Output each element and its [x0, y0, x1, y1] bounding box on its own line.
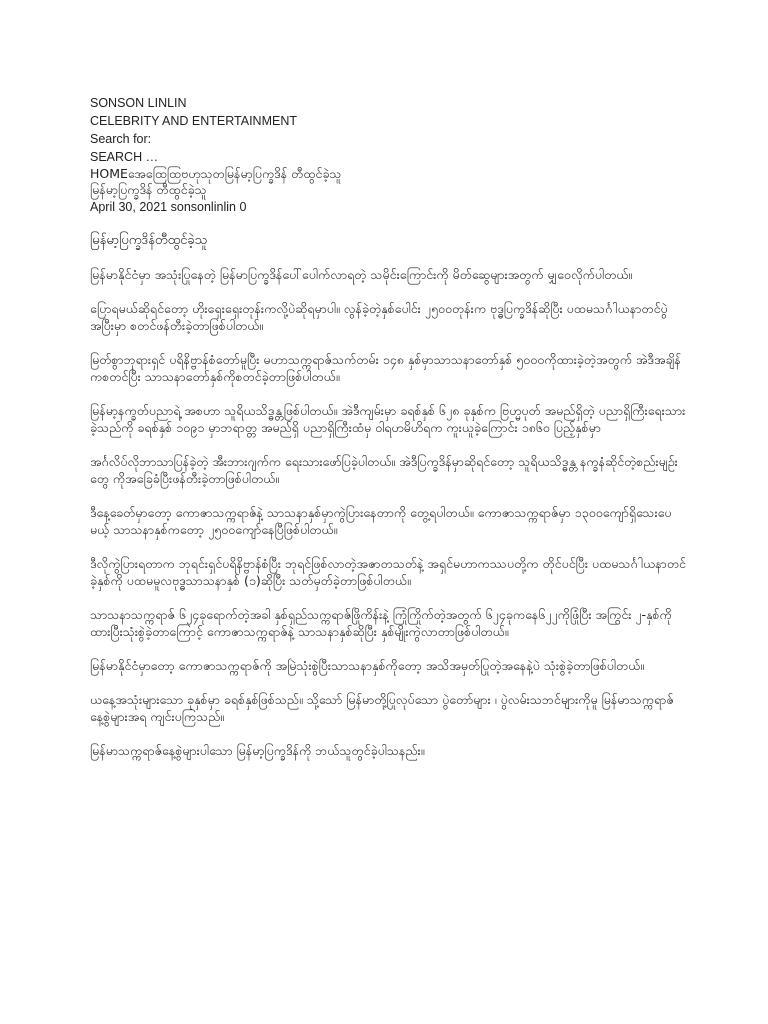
paragraph: မြန်မာနိုင်ငံမှာတော့ ကောဇာသက္ကရာဇ်ကို အမြဲသုံးစွဲပြီးသာသနာနှစ်ကိုတော့ အသိအမှတ်ပြုတဲ့အနေနဲ့ပဲ သုံးစွဲခဲ့တာဖြစ်ပါတယ်။: [90, 658, 645, 673]
post-heading: မြန်မာ့ပြက္ခဒိန် တီထွင်ခဲ့သူ: [90, 182, 207, 197]
site-tagline: CELEBRITY AND ENTERTAINMENT: [90, 114, 297, 128]
paragraph: ဒီနေ့ခေတ်မှာတော့ ကောဇာသက္ကရာဇ်နဲ့ သာသနာနှစ်မှာကွဲပြားနေတာကို တွေ့ရပါတယ်။ ကောဇာသက္ကရာဇ်မှာ ၁၃၀၀ကျော်ရှိသေးပေမယ့် သာသနာနှစ်ကတော့ ၂၅၀၀ကျော်နေပြီဖြစ်ပါတယ်။: [90, 505, 672, 537]
paragraph: မြန်မာသက္ကရာဇ်နေ့စွဲများပါသော မြန်မာ့ပြက္ခဒိန်ကို ဘယ်သူတွင်ခဲ့ပါသနည်း။: [90, 743, 425, 758]
paragraph: မြန်မာ့နက္ခတ်ပညာရဲ့ အစဟာ သူရိယသိဒ္ဓန္တဖြစ်ပါတယ်။ အဲဒီကျမ်းမှာ ခရစ်နှစ် ၆၂၈ ခုနှစ်က ဗြဟ္မပုတ် အမည်ရှိတဲ့ ပညာရှိကြီးရေးသားခဲ့သည်ကို ခရစ်နှစ် ၁၀၉၁ မှာဘရာတ္တ အမည်ရှိ ပညာရှိကြီးထံမှ ဝါရဟမိဟိရက ကူးယူခဲ့ကြောင်း ၁၈၆၀ ပြည့်နှစ်မှာ: [90, 403, 686, 435]
search-label: Search for:: [90, 132, 152, 146]
paragraph: အင်္ဂလိပ်လိုဘာသာပြန်ခဲ့တဲ့ အီးဘားဂျက်က ရေးသားဖော်ပြခဲ့ပါတယ်။ အဲဒီပြက္ခဒိန်မှာဆိုရင်တော့ သူရိယသိဒ္ဓန္တ နက္ခနံဆိုင်တဲ့စည်းမျဉ်းတွေ ကိုအခြေခံပြီးဖန်တီးခဲ့တာဖြစ်ပါတယ်။: [90, 454, 678, 486]
breadcrumb-category-link[interactable]: အေထြေထြဗဟုသုတ: [127, 166, 225, 181]
paragraph: ယနေ့အသုံးများသော ခုနှစ်မှာ ခရစ်နှစ်ဖြစ်သည်။ သို့သော် မြန်မာတို့ပြုလုပ်သော ပွဲတော်များ ၊ ပွဲလမ်းသဘင်များကိုမူ မြန်မာသက္ကရာဇ်နေ့စွဲများအရ ကျင်းပကြသည်။: [90, 692, 674, 724]
paragraph: ပြောရမယ်ဆိုရင်တော့ ဟိုးရှေးရှေးတုန်းကလို့ပဲဆိုရမှာပါ။ လွန်ခဲ့တဲ့နှစ်ပေါင်း ၂၅၀၀တုန်းက ဗုဒ္ဓပြက္ခဒိန်ဆိုပြီး ပထမသင်္ဂါယနာတင်ပွဲအပြီးမှာ စတင်ဖန်တီးခဲ့တာဖြစ်ပါတယ်။: [90, 301, 668, 333]
post-author[interactable]: sonsonlinlin: [170, 200, 236, 214]
search-input[interactable]: SEARCH …: [90, 150, 159, 164]
paragraph: မြတ်စွာဘုရားရှင် ပရိနိဗ္ဗာန်စံတော်မူပြီး မဟာသက္ကရာဇ်သက်တမ်း ၁၄၈ နှစ်မှာသာသနာတော်နှစ် ၅၀၀၀ကိုထားခဲ့တဲ့အတွက် အဲဒီအချိန်ကစတင်ပြီး သာသနာတော်နှစ်ကိုစတင်ခဲ့တာဖြစ်ပါတယ်။: [90, 352, 681, 384]
article-page: [90, 94, 690, 772]
breadcrumb: [90, 166, 690, 182]
post-date[interactable]: April 30, 2021: [90, 200, 168, 214]
breadcrumb-home-link[interactable]: HOME: [90, 166, 128, 181]
comment-count[interactable]: 0: [239, 200, 247, 214]
paragraph: သာသနာသက္ကရာဇ် ၆၂၄ခုရောက်တဲ့အခါ နှစ်ရှည်သက္ကရာဇ်ဖြိုကိန်းနဲ့ ကြုံကြိုက်တဲ့အတွက် ၆၂၄ခုကနေ၆၂၂ကိုဖြုံပြီး အကြွင်း ၂-နှစ်ကိုထားပြီးသုံးစွဲခဲ့တာကြောင့် ကောဇာသက္ကရာဇ်နဲ့ သာသနာနှစ်ဆိုပြီး နှစ်မျိုးကွဲလာတာဖြစ်ပါတယ်။: [90, 607, 672, 639]
paragraph: ဒီလိုကွဲပြားရတာက ဘုရင်းရှင်ပရိနိဗ္ဗာန်စံပြီး ဘုရင်ဖြစ်လာတဲ့အဇာတသတ်နဲ့ အရှင်မဟာကဿပတို့က တိုင်ပင်ပြီး ပထမသင်္ဂါယနာတင်ခဲ့နှစ်ကို ပထမမူလဗုဒ္ဓသာသနာနှစ် (၁)ဆိုပြီး သတ်မှတ်ခဲ့တာဖြစ်ပါတယ်။: [90, 556, 686, 588]
post-title: မြန်မာ့ပြက္ခဒိန်တီထွင်ခဲ့သူ: [90, 233, 208, 248]
breadcrumb-current: မြန်မာ့ပြက္ခဒိန် တီထွင်ခဲ့သူ: [224, 166, 342, 181]
post-content: [90, 266, 690, 759]
post-meta: [90, 198, 690, 216]
paragraph: မြန်မာနိုင်ငံမှာ အသုံးပြုနေတဲ့ မြန်မာပြက္ခဒိန်ပေါ်ပေါက်လာရတဲ့ သမိုင်းကြောင်းကို မိတ်ဆွေများအတွက် မျှဝေလိုက်ပါတယ်။: [90, 267, 633, 282]
site-name[interactable]: SONSON LINLIN: [90, 96, 187, 110]
